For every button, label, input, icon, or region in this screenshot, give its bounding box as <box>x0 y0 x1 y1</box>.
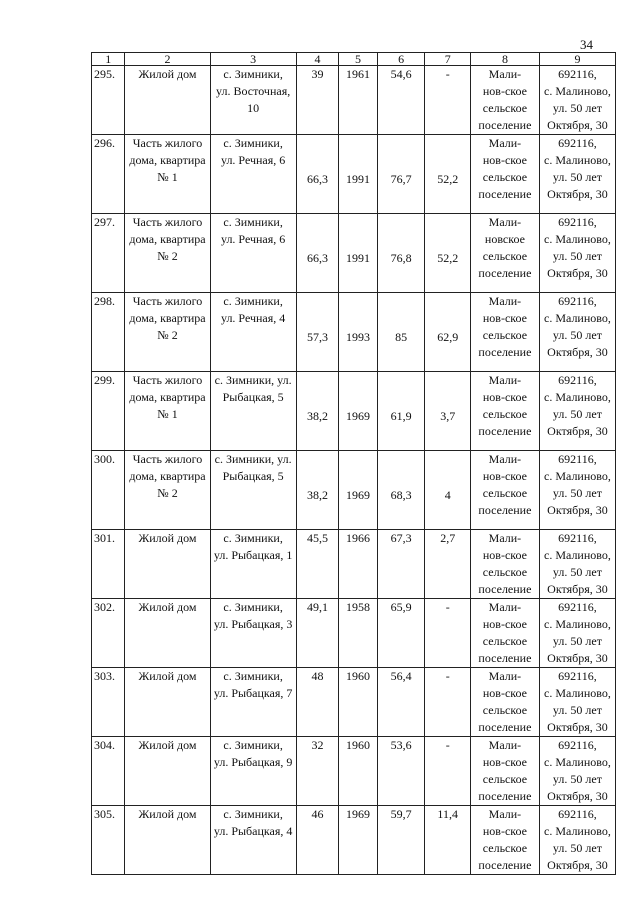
postal-address-cell <box>539 451 615 530</box>
postal-address-line: ул. 50 лет <box>552 703 602 717</box>
owner-line: поселение <box>478 582 532 596</box>
address-cell <box>210 530 296 599</box>
value-col-5: 1993 <box>339 293 378 372</box>
value-col-7: 2,7 <box>425 530 471 599</box>
postal-address-line: Октября, 30 <box>547 345 608 359</box>
address-cell <box>210 668 296 737</box>
postal-address-line: с. Малиново, <box>544 548 611 562</box>
row-number: 296. <box>92 135 125 214</box>
object-type-line: Жилой дом <box>138 531 197 545</box>
owner-line: нов-ское <box>482 617 527 631</box>
postal-address-line: с. Малиново, <box>544 824 611 838</box>
column-header: 2 <box>125 53 210 66</box>
value-col-5: 1991 <box>339 214 378 293</box>
owner-line: нов-ское <box>482 755 527 769</box>
postal-address-line: Октября, 30 <box>547 187 608 201</box>
postal-address-line: Октября, 30 <box>547 720 608 734</box>
object-type-line: № 1 <box>157 170 178 184</box>
owner-line: поселение <box>478 858 532 872</box>
address-line: с. Зимники, <box>223 738 283 752</box>
address-line: Рыбацкая, 5 <box>222 469 284 483</box>
owner-line: сельское <box>482 328 528 342</box>
owner-line: сельское <box>482 565 528 579</box>
postal-address-line: Октября, 30 <box>547 424 608 438</box>
postal-address-line: с. Малиново, <box>544 311 611 325</box>
postal-address-cell <box>539 372 615 451</box>
object-type-cell <box>125 214 210 293</box>
postal-address-cell <box>539 530 615 599</box>
owner-line: поселение <box>478 424 532 438</box>
value-col-4: 46 <box>296 806 339 875</box>
postal-address-line: ул. 50 лет <box>552 170 602 184</box>
postal-address-line: 692116, <box>558 373 597 387</box>
owner-line: поселение <box>478 266 532 280</box>
value-col-5: 1991 <box>339 135 378 214</box>
postal-address-line: 692116, <box>558 452 597 466</box>
object-type-line: Часть жилого <box>132 452 203 466</box>
postal-address-line: 692116, <box>558 215 597 229</box>
address-line: ул. Речная, 6 <box>220 232 286 246</box>
owner-line: сельское <box>482 101 528 115</box>
value-col-7: 62,9 <box>425 293 471 372</box>
row-number: 300. <box>92 451 125 530</box>
table-row <box>92 372 616 451</box>
object-type-cell <box>125 806 210 875</box>
table-row <box>92 135 616 214</box>
postal-address-cell <box>539 599 615 668</box>
object-type-cell <box>125 737 210 806</box>
object-type-line: № 2 <box>157 249 178 263</box>
postal-address-line: 692116, <box>558 738 597 752</box>
value-col-4: 48 <box>296 668 339 737</box>
value-col-7: - <box>425 737 471 806</box>
postal-address-line: 692116, <box>558 136 597 150</box>
value-col-7: - <box>425 599 471 668</box>
owner-line: Мали- <box>488 531 522 545</box>
owner-line: Мали- <box>488 600 522 614</box>
row-number: 301. <box>92 530 125 599</box>
owner-line: нов-ское <box>482 469 527 483</box>
address-line: ул. Рыбацкая, 7 <box>213 686 293 700</box>
address-line: ул. Рыбацкая, 4 <box>213 824 293 838</box>
postal-address-cell <box>539 214 615 293</box>
address-cell <box>210 806 296 875</box>
row-number: 297. <box>92 214 125 293</box>
value-col-5: 1969 <box>339 451 378 530</box>
address-line: с. Зимники, <box>223 531 283 545</box>
object-type-line: Жилой дом <box>138 738 197 752</box>
page-number: 34 <box>580 37 593 52</box>
value-col-4: 57,3 <box>296 293 339 372</box>
owner-line: сельское <box>482 249 528 263</box>
owner-line: сельское <box>482 407 528 421</box>
postal-address-line: Октября, 30 <box>547 503 608 517</box>
value-col-6: 54,6 <box>377 66 425 135</box>
object-type-cell <box>125 668 210 737</box>
postal-address-line: с. Малиново, <box>544 686 611 700</box>
owner-line: нов-ское <box>482 153 527 167</box>
owner-line: нов-ское <box>482 548 527 562</box>
object-type-line: Жилой дом <box>138 67 197 81</box>
value-col-4: 66,3 <box>296 214 339 293</box>
owner-line: поселение <box>478 187 532 201</box>
owner-cell <box>470 599 539 668</box>
owner-line: Мали- <box>488 738 522 752</box>
table-header-row <box>92 53 616 66</box>
postal-address-line: 692116, <box>558 600 597 614</box>
postal-address-line: 692116, <box>558 67 597 81</box>
column-header: 9 <box>539 53 615 66</box>
column-header: 7 <box>425 53 471 66</box>
postal-address-cell <box>539 668 615 737</box>
value-col-5: 1969 <box>339 806 378 875</box>
row-number: 305. <box>92 806 125 875</box>
value-col-6: 61,9 <box>377 372 425 451</box>
address-cell <box>210 599 296 668</box>
address-line: с. Зимники, ул. <box>214 373 292 387</box>
object-type-line: дома, квартира <box>129 232 206 246</box>
object-type-cell <box>125 293 210 372</box>
owner-line: поселение <box>478 651 532 665</box>
value-col-4: 32 <box>296 737 339 806</box>
address-cell <box>210 737 296 806</box>
owner-line: Мали- <box>488 373 522 387</box>
row-number: 304. <box>92 737 125 806</box>
owner-cell <box>470 737 539 806</box>
postal-address-cell <box>539 135 615 214</box>
column-header: 8 <box>470 53 539 66</box>
object-type-line: дома, квартира <box>129 390 206 404</box>
value-col-6: 65,9 <box>377 599 425 668</box>
owner-cell <box>470 214 539 293</box>
value-col-5: 1960 <box>339 668 378 737</box>
property-registry-table <box>91 52 616 875</box>
object-type-line: Часть жилого <box>132 294 203 308</box>
value-col-6: 67,3 <box>377 530 425 599</box>
owner-line: сельское <box>482 486 528 500</box>
row-number: 299. <box>92 372 125 451</box>
owner-cell <box>470 135 539 214</box>
owner-cell <box>470 806 539 875</box>
address-cell <box>210 135 296 214</box>
object-type-line: № 2 <box>157 486 178 500</box>
owner-line: сельское <box>482 634 528 648</box>
address-line: с. Зимники, <box>223 600 283 614</box>
object-type-line: № 2 <box>157 328 178 342</box>
owner-line: Мали- <box>488 807 522 821</box>
owner-line: нов-ское <box>482 686 527 700</box>
address-line: с. Зимники, <box>223 669 283 683</box>
postal-address-line: с. Малиново, <box>544 469 611 483</box>
postal-address-line: 692116, <box>558 294 597 308</box>
address-line: ул. Рыбацкая, 9 <box>213 755 293 769</box>
owner-cell <box>470 372 539 451</box>
postal-address-line: ул. 50 лет <box>552 407 602 421</box>
object-type-cell <box>125 135 210 214</box>
owner-line: нов-ское <box>482 311 527 325</box>
postal-address-cell <box>539 737 615 806</box>
object-type-cell <box>125 530 210 599</box>
object-type-line: дома, квартира <box>129 311 206 325</box>
postal-address-line: с. Малиново, <box>544 84 611 98</box>
postal-address-line: Октября, 30 <box>547 789 608 803</box>
postal-address-line: Октября, 30 <box>547 858 608 872</box>
address-cell <box>210 372 296 451</box>
object-type-line: дома, квартира <box>129 469 206 483</box>
value-col-4: 66,3 <box>296 135 339 214</box>
owner-line: сельское <box>482 841 528 855</box>
object-type-line: Часть жилого <box>132 136 203 150</box>
postal-address-cell <box>539 806 615 875</box>
table-body <box>92 66 616 875</box>
address-cell <box>210 293 296 372</box>
address-line: с. Зимники, <box>223 294 283 308</box>
address-line: ул. Рыбацкая, 1 <box>213 548 293 562</box>
table-row <box>92 599 616 668</box>
value-col-7: - <box>425 668 471 737</box>
table-row <box>92 668 616 737</box>
table-row <box>92 806 616 875</box>
row-number: 295. <box>92 66 125 135</box>
address-line: с. Зимники, <box>223 67 283 81</box>
owner-line: поселение <box>478 503 532 517</box>
column-header: 1 <box>92 53 125 66</box>
value-col-7: 3,7 <box>425 372 471 451</box>
column-header: 3 <box>210 53 296 66</box>
owner-line: Мали- <box>488 215 522 229</box>
address-line: ул. Восточная, <box>216 84 291 98</box>
owner-cell <box>470 530 539 599</box>
postal-address-line: Октября, 30 <box>547 582 608 596</box>
table-row <box>92 530 616 599</box>
address-line: Рыбацкая, 5 <box>222 390 284 404</box>
object-type-cell <box>125 372 210 451</box>
value-col-7: 11,4 <box>425 806 471 875</box>
owner-line: Мали- <box>488 294 522 308</box>
owner-line: поселение <box>478 118 532 132</box>
value-col-5: 1960 <box>339 737 378 806</box>
postal-address-line: ул. 50 лет <box>552 634 602 648</box>
address-line: с. Зимники, <box>223 807 283 821</box>
value-col-7: 4 <box>425 451 471 530</box>
address-line: с. Зимники, ул. <box>214 452 292 466</box>
column-header: 5 <box>339 53 378 66</box>
column-header: 6 <box>377 53 425 66</box>
owner-cell <box>470 668 539 737</box>
object-type-line: Часть жилого <box>132 215 203 229</box>
address-cell <box>210 66 296 135</box>
postal-address-line: ул. 50 лет <box>552 772 602 786</box>
object-type-cell <box>125 599 210 668</box>
table-row <box>92 451 616 530</box>
owner-line: сельское <box>482 703 528 717</box>
value-col-4: 49,1 <box>296 599 339 668</box>
postal-address-line: с. Малиново, <box>544 617 611 631</box>
owner-line: новское <box>484 232 525 246</box>
address-line: ул. Рыбацкая, 3 <box>213 617 293 631</box>
object-type-line: Жилой дом <box>138 669 197 683</box>
object-type-line: Жилой дом <box>138 807 197 821</box>
owner-line: нов-ское <box>482 824 527 838</box>
owner-line: сельское <box>482 772 528 786</box>
value-col-6: 76,8 <box>377 214 425 293</box>
object-type-line: № 1 <box>157 407 178 421</box>
postal-address-cell <box>539 66 615 135</box>
postal-address-line: ул. 50 лет <box>552 249 602 263</box>
value-col-5: 1961 <box>339 66 378 135</box>
row-number: 303. <box>92 668 125 737</box>
object-type-cell <box>125 66 210 135</box>
address-line: с. Зимники, <box>223 136 283 150</box>
postal-address-line: ул. 50 лет <box>552 328 602 342</box>
postal-address-line: 692116, <box>558 669 597 683</box>
row-number: 302. <box>92 599 125 668</box>
owner-line: нов-ское <box>482 390 527 404</box>
owner-line: поселение <box>478 789 532 803</box>
object-type-line: Часть жилого <box>132 373 203 387</box>
address-line: ул. Речная, 6 <box>220 153 286 167</box>
postal-address-line: ул. 50 лет <box>552 565 602 579</box>
value-col-4: 38,2 <box>296 372 339 451</box>
postal-address-line: 692116, <box>558 531 597 545</box>
object-type-cell <box>125 451 210 530</box>
value-col-5: 1958 <box>339 599 378 668</box>
value-col-6: 85 <box>377 293 425 372</box>
postal-address-line: с. Малиново, <box>544 390 611 404</box>
postal-address-line: с. Малиново, <box>544 755 611 769</box>
value-col-5: 1966 <box>339 530 378 599</box>
owner-line: поселение <box>478 345 532 359</box>
value-col-6: 53,6 <box>377 737 425 806</box>
table-row <box>92 737 616 806</box>
owner-line: Мали- <box>488 136 522 150</box>
value-col-6: 68,3 <box>377 451 425 530</box>
postal-address-line: 692116, <box>558 807 597 821</box>
value-col-7: - <box>425 66 471 135</box>
postal-address-line: ул. 50 лет <box>552 841 602 855</box>
value-col-4: 45,5 <box>296 530 339 599</box>
row-number: 298. <box>92 293 125 372</box>
owner-cell <box>470 293 539 372</box>
owner-line: поселение <box>478 720 532 734</box>
value-col-4: 38,2 <box>296 451 339 530</box>
postal-address-line: Октября, 30 <box>547 266 608 280</box>
object-type-line: дома, квартира <box>129 153 206 167</box>
owner-line: Мали- <box>488 669 522 683</box>
owner-line: нов-ское <box>482 84 527 98</box>
value-col-6: 59,7 <box>377 806 425 875</box>
postal-address-line: ул. 50 лет <box>552 101 602 115</box>
owner-line: Мали- <box>488 67 522 81</box>
value-col-7: 52,2 <box>425 214 471 293</box>
value-col-4: 39 <box>296 66 339 135</box>
table-row <box>92 293 616 372</box>
owner-line: сельское <box>482 170 528 184</box>
owner-cell <box>470 451 539 530</box>
postal-address-line: ул. 50 лет <box>552 486 602 500</box>
table-row <box>92 214 616 293</box>
postal-address-line: Октября, 30 <box>547 118 608 132</box>
address-cell <box>210 451 296 530</box>
owner-cell <box>470 66 539 135</box>
address-line: 10 <box>247 101 260 115</box>
postal-address-cell <box>539 293 615 372</box>
table-row <box>92 66 616 135</box>
value-col-7: 52,2 <box>425 135 471 214</box>
address-line: с. Зимники, <box>223 215 283 229</box>
address-cell <box>210 214 296 293</box>
postal-address-line: с. Малиново, <box>544 153 611 167</box>
value-col-6: 76,7 <box>377 135 425 214</box>
address-line: ул. Речная, 4 <box>220 311 286 325</box>
owner-line: Мали- <box>488 452 522 466</box>
value-col-6: 56,4 <box>377 668 425 737</box>
column-header: 4 <box>296 53 339 66</box>
value-col-5: 1969 <box>339 372 378 451</box>
object-type-line: Жилой дом <box>138 600 197 614</box>
postal-address-line: с. Малиново, <box>544 232 611 246</box>
postal-address-line: Октября, 30 <box>547 651 608 665</box>
